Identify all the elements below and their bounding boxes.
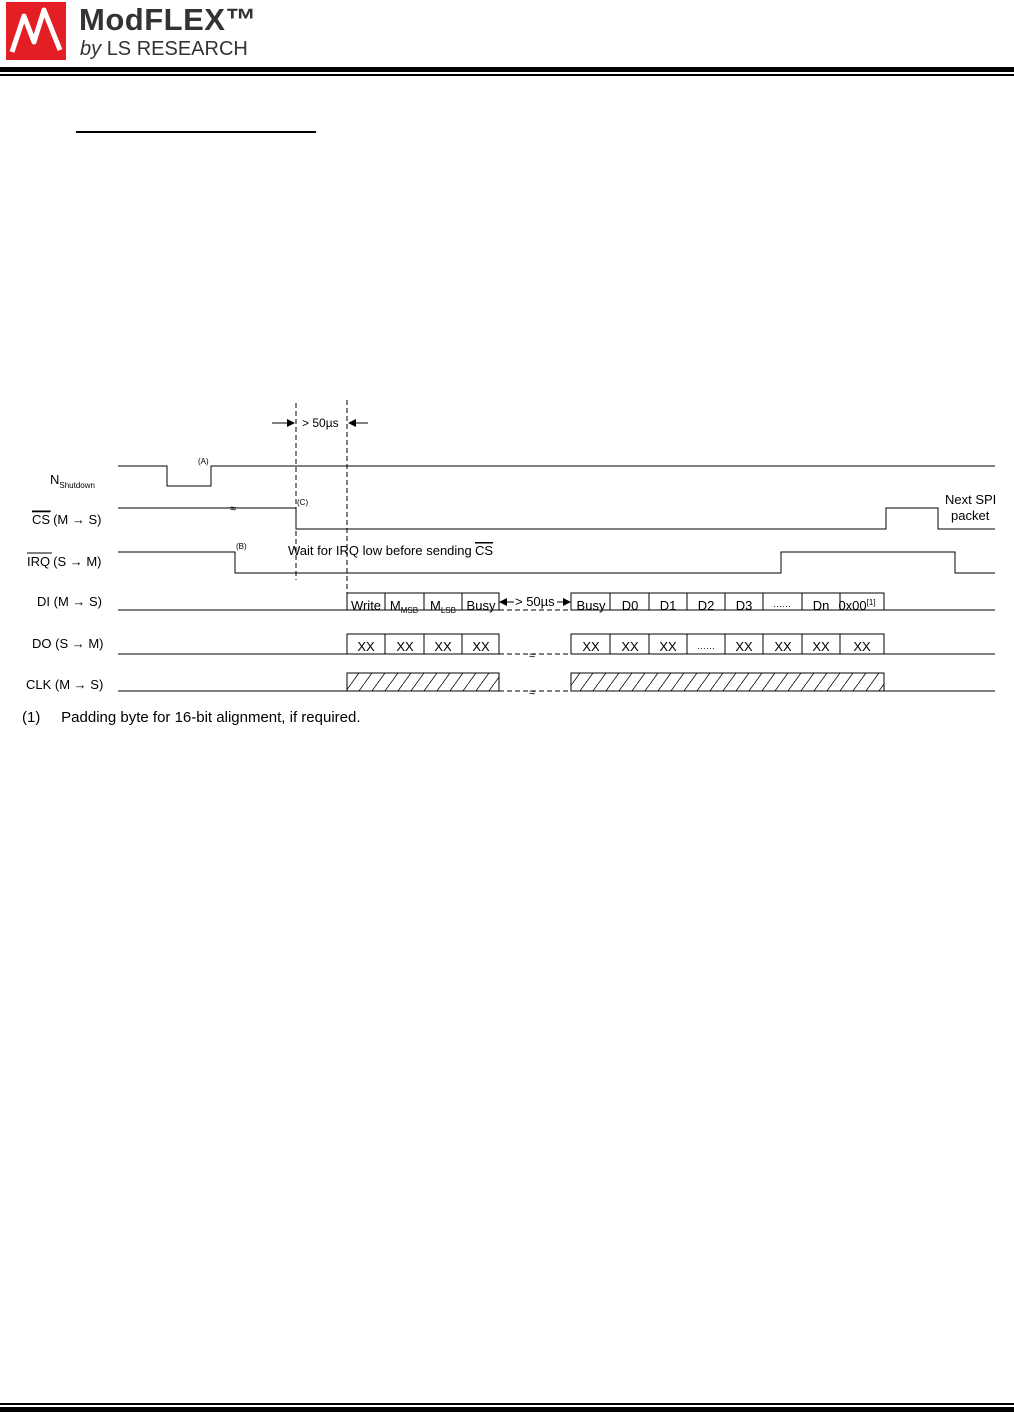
timing-mid-label: > 50µs [515, 594, 555, 609]
do-cell: XX [812, 639, 830, 654]
section-heading-underline [76, 131, 316, 133]
clk-burst-1 [347, 673, 499, 691]
break-mark-clk: ≈ [529, 687, 536, 699]
next-spi-line2: packet [951, 508, 990, 523]
di-block-2 [571, 593, 884, 610]
marker-c: (C) [297, 498, 309, 507]
waveform-nshutdown [118, 466, 995, 486]
do-cell: XX [396, 639, 414, 654]
label-irq: IRQ (S → M) [27, 554, 102, 569]
break-mark-do: ≈ [529, 650, 536, 662]
do-cell: XX [472, 639, 490, 654]
di-cell-write: Write [350, 598, 382, 613]
break-mark-cs: ≈ [230, 503, 237, 515]
marker-a: (A) [198, 457, 209, 466]
label-clk: CLK (M → S) [26, 677, 104, 692]
do-cell: XX [853, 639, 871, 654]
do-cell: XX [621, 639, 639, 654]
next-spi-line1: Next SPI [945, 492, 997, 507]
di-cell-ellipsis: …… [773, 599, 791, 609]
company-logo [6, 2, 66, 60]
do-cell: XX [582, 639, 600, 654]
waveform-cs [118, 508, 995, 529]
header-rule-thin [0, 74, 1014, 76]
do-cell: XX [659, 639, 677, 654]
do-cell: XX [735, 639, 753, 654]
wait-note-cs: CS [475, 543, 494, 558]
header-rule-thick [0, 67, 1014, 72]
logo-wave-icon [6, 2, 66, 60]
di-cell-padding: 0x00[1] [838, 598, 876, 613]
do-block-2 [571, 634, 884, 654]
di-cell-mmsb: $M_{MSB}$ [389, 598, 419, 615]
label-do: DO (S → M) [32, 636, 104, 651]
label-nshutdown: $N_{Shutdown}$ [50, 472, 95, 490]
di-cell-mlsb: $M_{LSB}$ [430, 598, 456, 615]
do-cell: XX [774, 639, 792, 654]
footer-rule-thin [0, 1403, 1014, 1405]
di-cell-busy1: Busy [466, 598, 496, 613]
byline-company: LS RESEARCH [106, 38, 248, 60]
byline-prefix: by [80, 38, 102, 60]
marker-b: (B) [236, 542, 247, 551]
label-cs: CS (M → S) [32, 512, 102, 527]
spi-timing-diagram [0, 395, 1014, 700]
label-di: DI (M → S) [37, 594, 102, 609]
di-cell-d3: D3 [735, 598, 753, 613]
do-cell-ellipsis: …… [697, 641, 715, 651]
footer-rule-thick [0, 1407, 1014, 1412]
di-cell-d0: D0 [621, 598, 639, 613]
clk-burst-2 [571, 673, 884, 691]
footnote-number: (1) [22, 709, 41, 726]
di-cell-d1: D1 [659, 598, 677, 613]
waveform-irq [118, 552, 995, 573]
timing-top-label: > 50µs [302, 416, 339, 430]
do-cell: XX [357, 639, 375, 654]
diagram-footnote [22, 709, 361, 726]
wait-note: Wait for IRQ low before sending [288, 543, 472, 558]
footnote-text: Padding byte for 16-bit alignment, if required. [61, 709, 361, 726]
brand-byline [80, 38, 248, 61]
do-cell: XX [434, 639, 452, 654]
di-cell-dn: Dn [812, 598, 830, 613]
brand-name: ModFLEX™ [79, 2, 257, 37]
di-cell-busy2: Busy [576, 598, 606, 613]
di-cell-d2: D2 [697, 598, 715, 613]
